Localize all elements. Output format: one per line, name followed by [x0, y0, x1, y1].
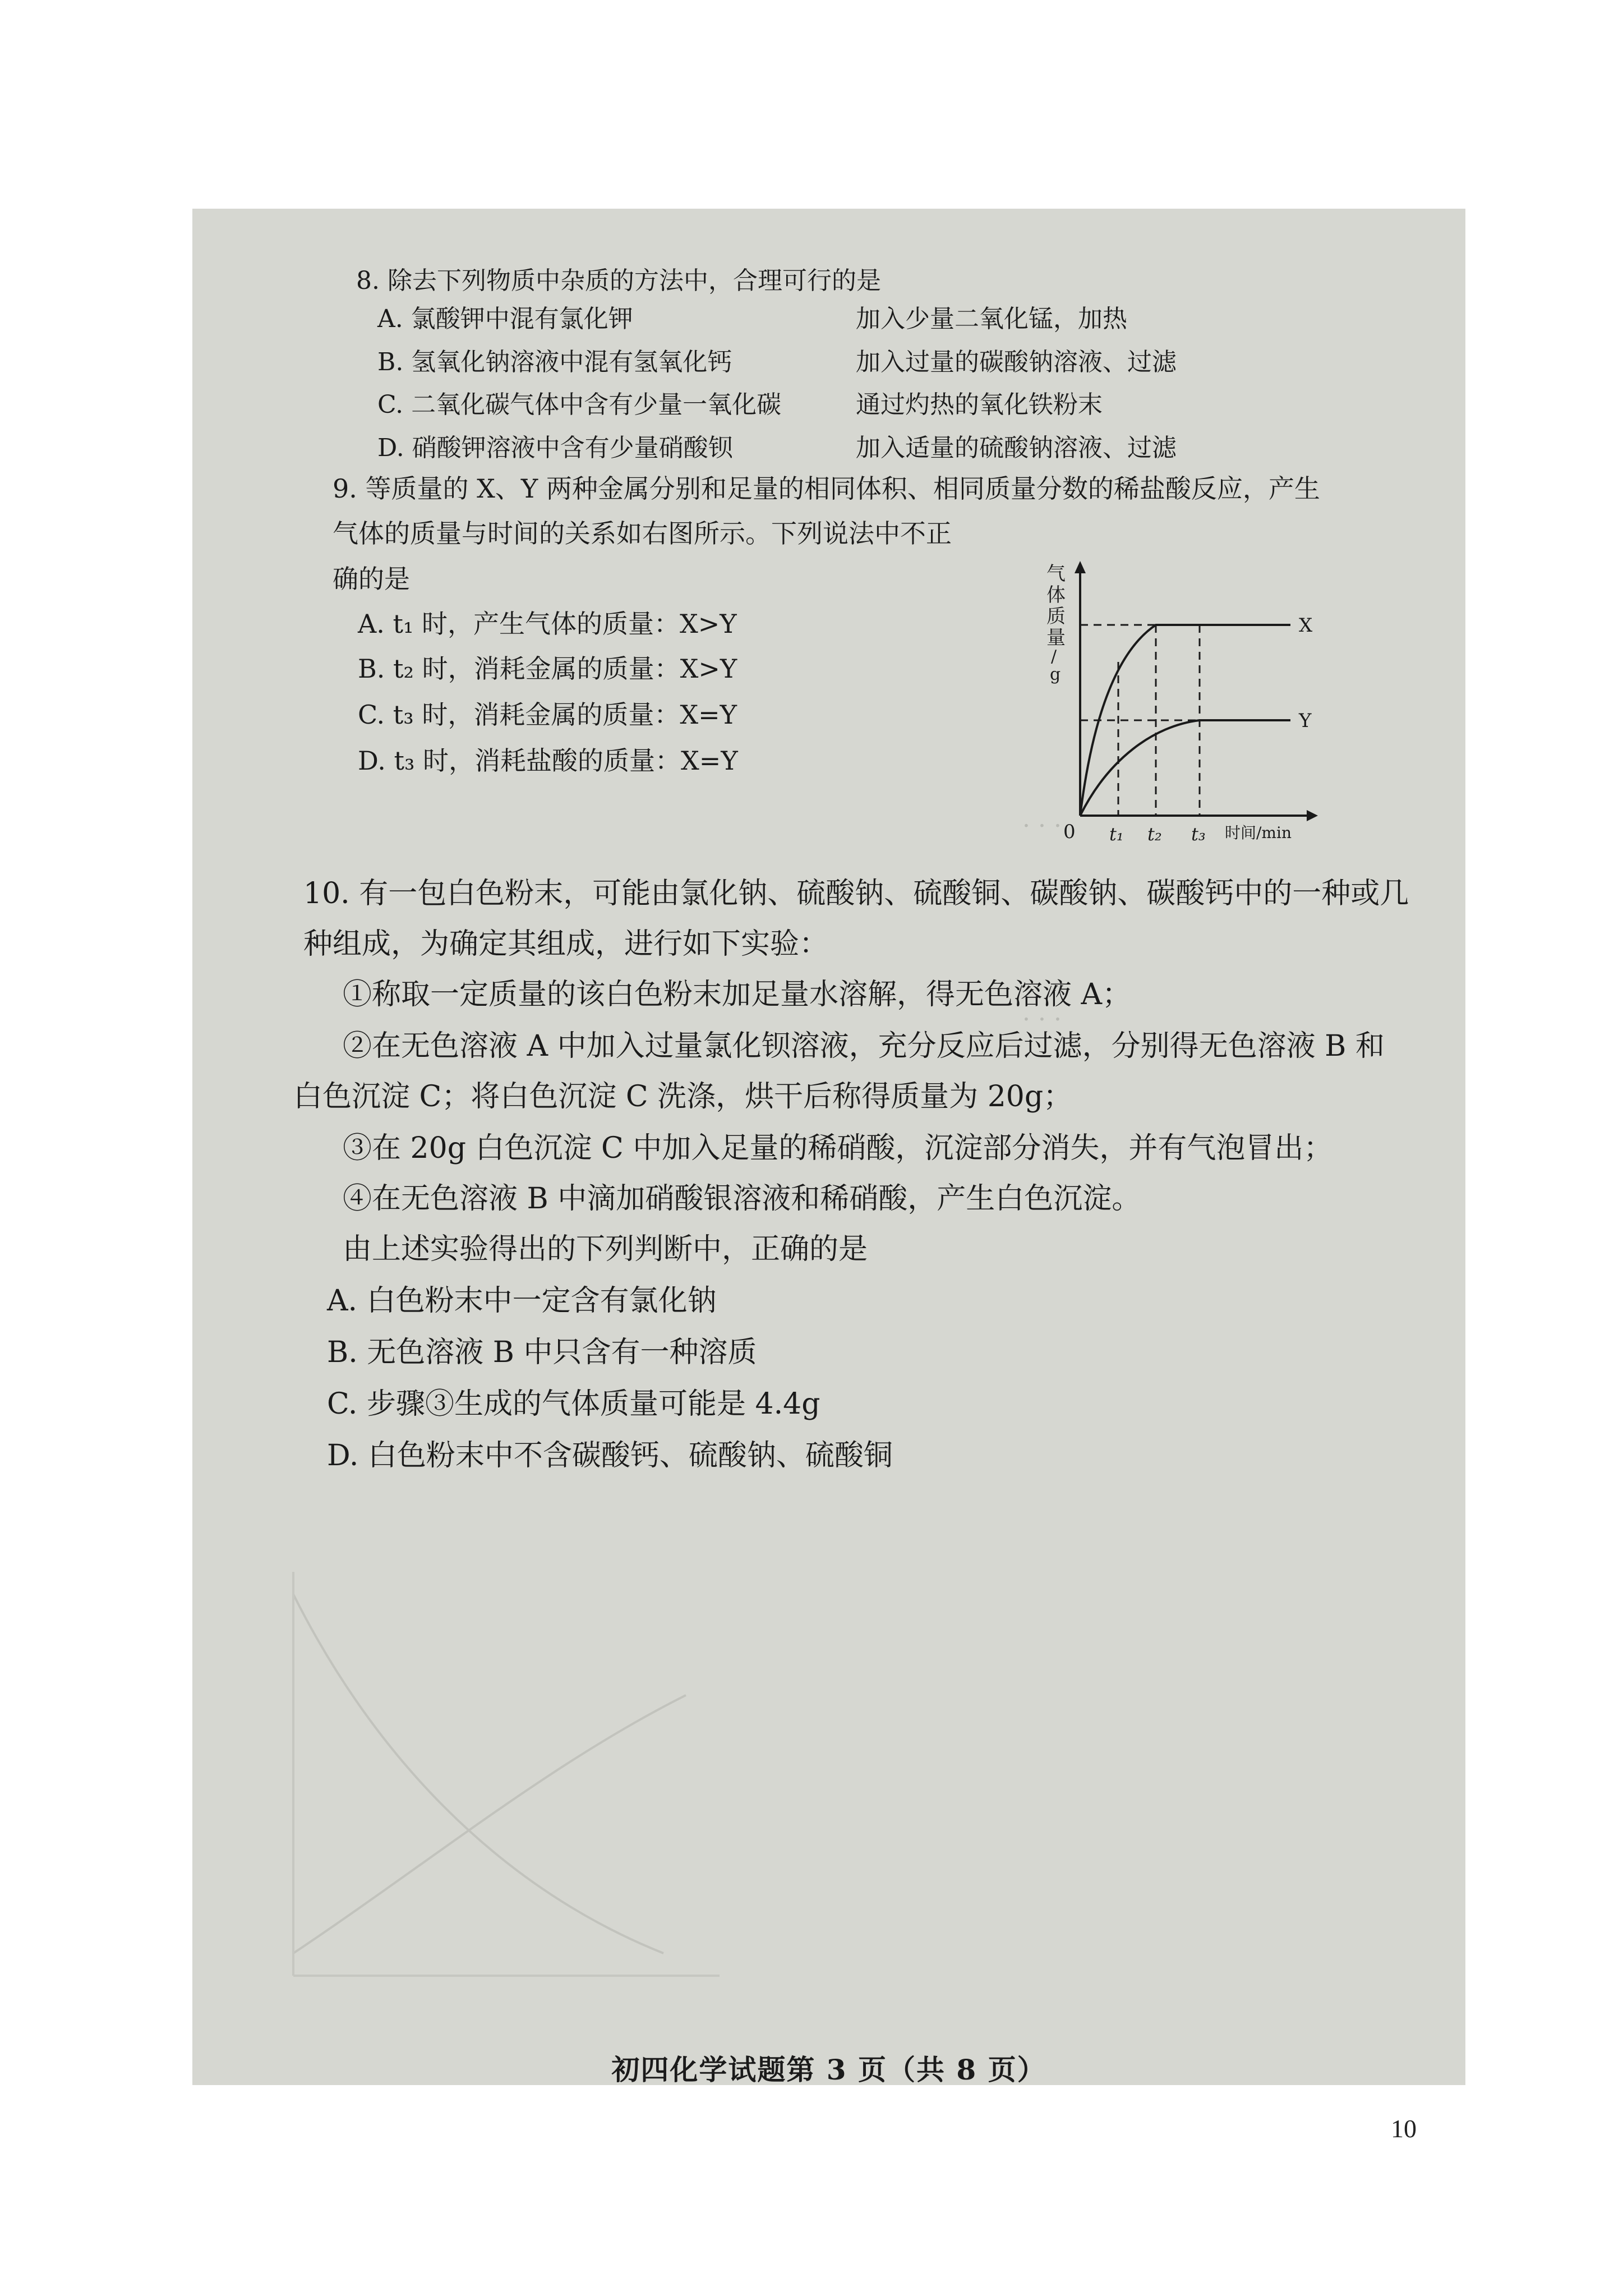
q10-option-a: A. 白色粉末中一定含有氯化钠 — [327, 1284, 717, 1318]
y-axis-label-5: / — [1051, 647, 1057, 666]
q10-question: 由上述实验得出的下列判断中，正确的是 — [343, 1232, 868, 1266]
q9-option-d: D. t₃ 时，消耗盐酸的质量：X=Y — [358, 746, 738, 776]
q10-option-c: C. 步骤③生成的气体质量可能是 4.4g — [327, 1387, 820, 1421]
q10-option-b: B. 无色溶液 B 中只含有一种溶质 — [327, 1336, 757, 1369]
tick-t2: t₂ — [1147, 823, 1162, 844]
page-number: 10 — [1391, 2114, 1417, 2143]
q8-option-b-method: 加入过量的碳酸钠溶液、过滤 — [856, 348, 1177, 376]
q8-option-b: B. 氢氧化钠溶液中混有氢氧化钙 — [377, 348, 732, 376]
q10-step-4: ④在无色溶液 B 中滴加硝酸银溶液和稀硝酸，产生白色沉淀。 — [343, 1182, 1141, 1216]
q9-option-b: B. t₂ 时，消耗金属的质量：X>Y — [358, 654, 737, 684]
q8-option-a: A. 氯酸钾中混有氯化钾 — [377, 305, 633, 333]
x-axis-label: 时间/min — [1225, 823, 1292, 842]
y-axis-label-3: 质 — [1046, 605, 1066, 628]
q9-option-c: C. t₃ 时，消耗金属的质量：X=Y — [358, 700, 737, 730]
q10-step-2: ②在无色溶液 A 中加入过量氯化钡溶液，充分反应后过滤，分别得无色溶液 B 和 — [343, 1029, 1385, 1063]
q9-stem-line2: 气体的质量与时间的关系如右图所示。下列说法中不正 — [333, 518, 952, 549]
y-axis-arrow — [1075, 561, 1086, 573]
q10-stem-line1: 10. 有一包白色粉末，可能由氯化钠、硫酸钠、硫酸铜、碳酸钠、碳酸钙中的一种或几 — [303, 877, 1409, 910]
series-label-y: Y — [1299, 710, 1312, 732]
q8-option-d: D. 硝酸钾溶液中含有少量硝酸钡 — [377, 434, 733, 462]
q9-stem-line3: 确的是 — [333, 564, 410, 594]
q10-step-1: ①称取一定质量的该白色粉末加足量水溶解，得无色溶液 A； — [343, 978, 1132, 1011]
q10-option-d: D. 白色粉末中不含碳酸钙、硫酸钠、硫酸铜 — [327, 1439, 893, 1473]
q9-option-a: A. t₁ 时，产生气体的质量：X>Y — [358, 609, 737, 639]
q9-stem-line1: 9. 等质量的 X、Y 两种金属分别和足量的相同体积、相同质量分数的稀盐酸反应，产生 — [333, 473, 1320, 504]
footer-page-info: 初四化学试题第 3 页（共 8 页） — [611, 2053, 1046, 2085]
bleed-through-figure — [260, 1527, 764, 2032]
y-axis-label-1: 气 — [1046, 563, 1066, 585]
q10-stem-line2: 种组成，为确定其组成，进行如下实验： — [303, 927, 829, 961]
y-axis-label-2: 体 — [1046, 584, 1066, 606]
q8-option-c-method: 通过灼热的氧化铁粉末 — [856, 390, 1103, 419]
q10-step-2-cont: 白色沉淀 C；将白色沉淀 C 洗涤，烘干后称得质量为 20g； — [293, 1080, 1073, 1114]
y-axis-label-6: g — [1050, 665, 1061, 684]
q8-option-a-method: 加入少量二氧化锰，加热 — [856, 305, 1127, 333]
x-axis-arrow — [1307, 810, 1318, 821]
y-axis-label-4: 量 — [1046, 627, 1066, 649]
curve-y — [1080, 720, 1290, 816]
origin-label: 0 — [1063, 821, 1076, 843]
photographed-exam-page: · · · · · · 8. 除去下列物质中杂质的方法中，合理可行的是 A. 氯酸钾中混有氯化钾 加入少量二氧化锰，加热 B. 氢氧化钠溶液中混有氢氧化钙 加入过量的碳酸钠溶液、过滤 C. 二氧化碳气体中含有少量一氧化碳 通过灼热的氧化铁粉末 D. 硝酸钾溶液中含有少量硝酸钡 加入适量的硫酸钠溶液、过滤 9. 等质量的 X、Y 两种金属分别和足量的相同体积、相同质量分数的稀盐酸反应，产生 气体的质量与时间的关系如右图所示。下列说法中不正 确的是 A. t₁ 时，产生气体的质量：X>Y B. t₂ 时，消耗金属的质量：X>Y C. t₃ 时，消耗金属的质量：X=Y D. t₃ 时，消耗盐酸的质量：X=Y 气 体 质 量 / g X Y 0 t₁ t₂ t₃ 时间/min 10. 有一包白色粉末，可能由氯化钠、硫酸钠、硫酸铜、碳酸钠、碳酸钙中的一种或几 种组成，为确定其组成，进行如下实验： ①称取一定质量的该白色粉末加足量水溶解，得无色溶液 A； ②在无色溶液 A 中加入过量氯化钡溶液，充分反应后过滤，分别得无色溶液 B 和 白色沉淀 C；将白色沉淀 C 洗涤，烘干后称得质量为 20g； ③在 20g 白色沉淀 C 中加入足量的稀硝酸，沉淀部分消失，并有气泡冒出； ④在无色溶液 B 中滴加硝酸银溶液和稀硝酸，产生白色沉淀。 由上述实验得出的下列判断中，正确的是 A. 白色粉末中一定含有氯化钠 B. 无色溶液 B 中只含有一种溶质 C. 步骤③生成的气体质量可能是 4.4g D. 白色粉末中不含碳酸钙、硫酸钠、硫酸铜 初四化学试题第 3 页（共 8 页） — [192, 209, 1465, 2085]
q8-option-d-method: 加入适量的硫酸钠溶液、过滤 — [856, 434, 1177, 462]
q8-option-c: C. 二氧化碳气体中含有少量一氧化碳 — [377, 390, 782, 419]
series-label-x: X — [1299, 614, 1313, 637]
tick-t1: t₁ — [1109, 823, 1124, 844]
q9-gas-mass-graph — [1041, 558, 1389, 844]
q8-stem: 8. 除去下列物质中杂质的方法中，合理可行的是 — [356, 266, 881, 295]
q10-step-3: ③在 20g 白色沉淀 C 中加入足量的稀硝酸，沉淀部分消失，并有气泡冒出； — [343, 1131, 1333, 1165]
tick-t3: t₃ — [1191, 823, 1206, 844]
